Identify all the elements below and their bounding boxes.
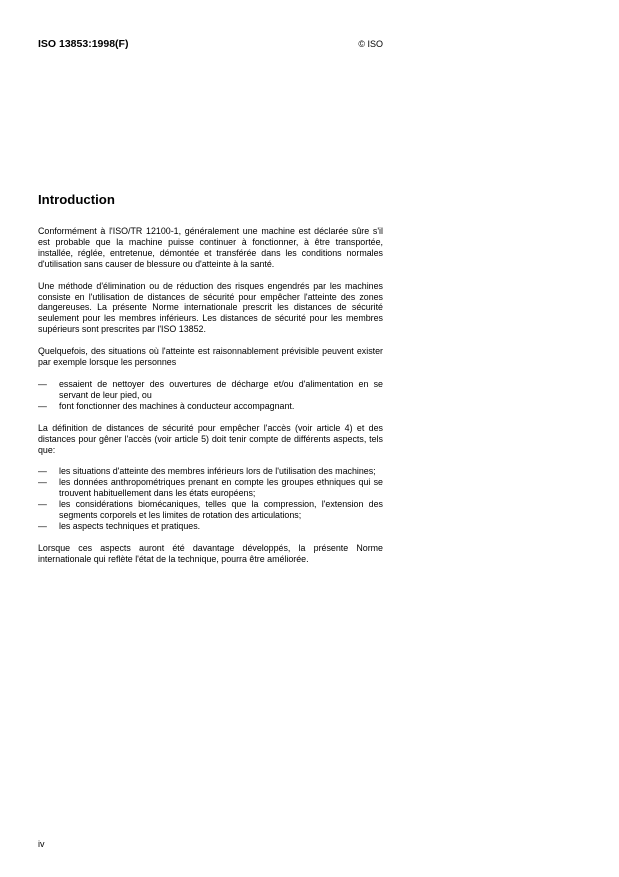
- paragraph: Conformément à l'ISO/TR 12100-1, généralement une machine est déclarée sûre s'il est probable que la machine puisse continuer à fonctionner, à être transportée, installée, réglée, entretenue, démontée et transférée dans les conditions normales d'utilisation sans causer de blessure ou d'atteinte à la santé.: [38, 226, 383, 269]
- list-item: [38, 521, 383, 532]
- paragraph: Lorsque ces aspects auront été davantage développés, la présente Norme internationale qui reflète l'état de la technique, pourra être améliorée.: [38, 542, 383, 564]
- list-item-text: font fonctionner des machines à conducteur accompagnant.: [59, 400, 295, 411]
- list-item: [38, 379, 383, 401]
- list-item-text: les données anthropométriques prenant en compte les groupes ethniques qui se trouvent habituellement dans les états européens;: [59, 477, 383, 499]
- paragraph: Quelquefois, des situations où l'atteinte est raisonnablement prévisible peuvent exister par exemple lorsque les personnes: [38, 346, 383, 368]
- list-item: [38, 466, 383, 477]
- dash-bullet-icon: —: [38, 520, 47, 531]
- list-item-text: les aspects techniques et pratiques.: [59, 520, 201, 531]
- dash-bullet-icon: —: [38, 400, 47, 411]
- dash-bullet-icon: —: [38, 466, 47, 477]
- paragraph: La définition de distances de sécurité pour empêcher l'accès (voir article 4) et des distances pour gêner l'accès (voir article 5) doit tenir compte de différents aspects, tels que:: [38, 422, 383, 455]
- list-item-text: les considérations biomécaniques, telles que la compression, l'extension des segments corporels et les limites de rotation des articulations;: [59, 499, 383, 521]
- list-item: [38, 401, 383, 412]
- copyright-notice: © ISO: [358, 39, 383, 49]
- bullet-list: [38, 379, 383, 412]
- page-number: iv: [38, 839, 45, 849]
- section-heading: Introduction: [38, 192, 115, 207]
- paragraph: Une méthode d'élimination ou de réduction des risques engendrés par les machines consiste en l'utilisation de distances de sécurité pour empêcher l'atteinte des zones dangereuses. La présente Norme internationale prescrit les distances de sécurité seulement pour les membres inférieurs. Les distances de sécurité pour les membres supérieurs sont prescrites par l'ISO 13852.: [38, 280, 383, 335]
- dash-bullet-icon: —: [38, 477, 47, 488]
- list-item-text: essaient de nettoyer des ouvertures de décharge et/ou d'alimentation en se servant de leur pied, ou: [59, 378, 383, 400]
- dash-bullet-icon: —: [38, 499, 47, 510]
- dash-bullet-icon: —: [38, 378, 47, 389]
- list-item: [38, 499, 383, 521]
- document-identifier: ISO 13853:1998(F): [38, 38, 129, 50]
- page-header: [38, 38, 383, 52]
- list-item-text: les situations d'atteinte des membres inférieurs lors de l'utilisation des machines;: [59, 466, 376, 477]
- main-content: [38, 192, 383, 576]
- bullet-list: [38, 466, 383, 531]
- list-item: [38, 477, 383, 499]
